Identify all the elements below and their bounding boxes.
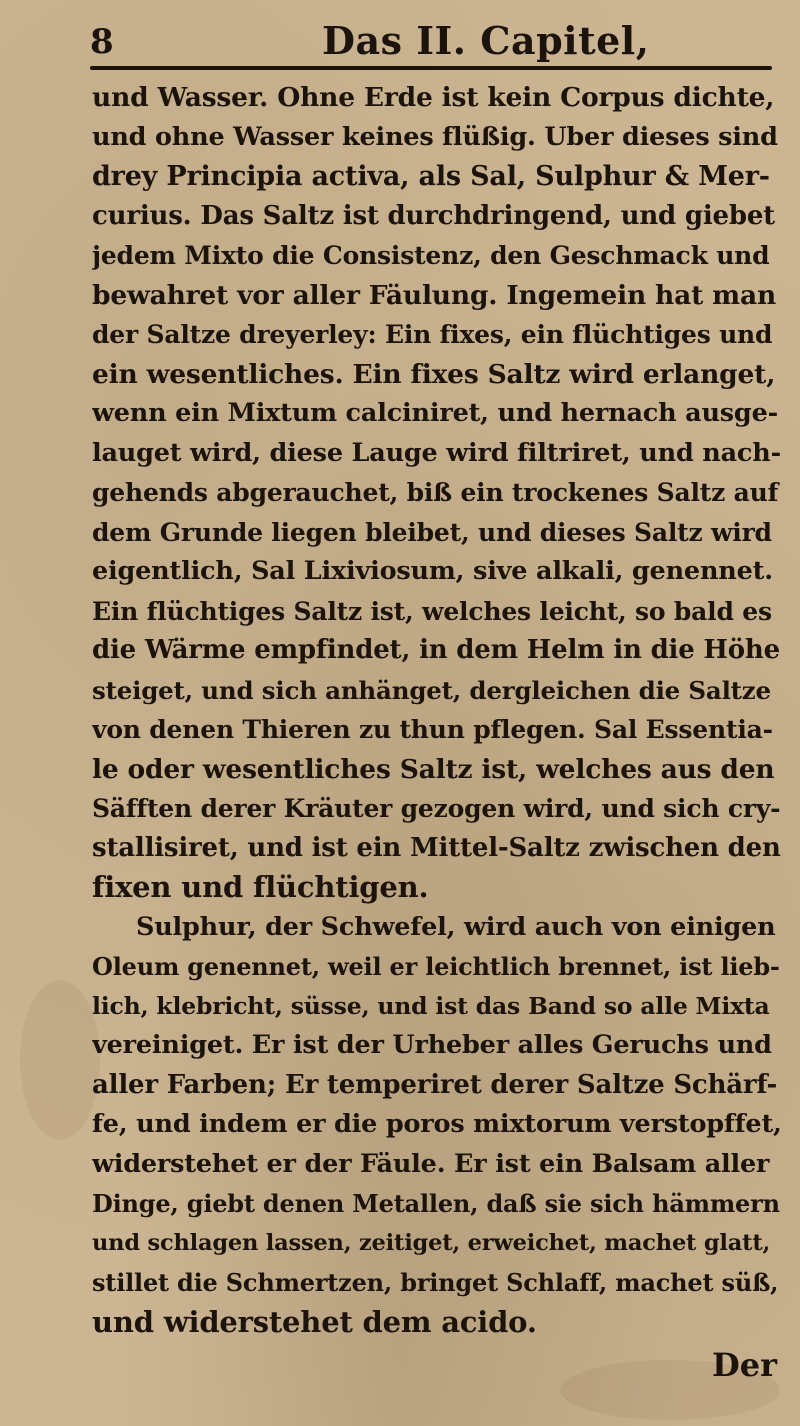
- text-line: drey Principia activa, als Sal, Sulphur & Mer-: [92, 161, 770, 192]
- catchword: Der: [712, 1346, 777, 1384]
- text-line: fe, und indem er die poros mixtorum verstopffet,: [92, 1109, 782, 1139]
- text-line: lich, klebricht, süsse, und ist das Band so alle Mixta: [92, 991, 770, 1020]
- text-line: curius. Das Saltz ist durchdringend, und giebet: [92, 200, 775, 231]
- text-line: gehends abgerauchet, biß ein trockenes Saltz auf: [92, 478, 779, 507]
- running-head: Das II. Capitel,: [322, 18, 650, 63]
- header-rule: [90, 66, 772, 70]
- text-line: die Wärme empfindet, in dem Helm in die Höhe: [92, 635, 780, 665]
- text-line: lauget wird, diese Lauge wird filtriret, und nach-: [92, 437, 781, 468]
- body-text: [92, 78, 782, 1342]
- page-number: 8: [90, 22, 114, 62]
- text-line: Sulphur, der Schwefel, wird auch von einigen: [136, 911, 776, 942]
- text-line: fixen und flüchtigen.: [92, 870, 429, 904]
- page-header: [86, 12, 776, 64]
- paper-stain: [20, 980, 100, 1140]
- text-line: von denen Thieren zu thun pflegen. Sal Essentia-: [92, 715, 773, 744]
- text-line: ein wesentliches. Ein fixes Saltz wird erlanget,: [92, 358, 776, 390]
- text-line: und Wasser. Ohne Erde ist kein Corpus dichte,: [92, 82, 775, 113]
- text-line: le oder wesentliches Saltz ist, welches aus den: [92, 753, 775, 785]
- text-line: und ohne Wasser keines flüßig. Uber dieses sind: [92, 121, 778, 152]
- text-line: Dinge, giebt denen Metallen, daß sie sich hämmern: [92, 1189, 780, 1218]
- text-line: steiget, und sich anhänget, dergleichen die Saltze: [92, 675, 771, 705]
- text-line: Ein flüchtiges Saltz ist, welches leicht, so bald es: [92, 596, 772, 626]
- text-line: Oleum genennet, weil er leichtlich brennet, ist lieb-: [92, 952, 780, 981]
- text-line: aller Farben; Er temperiret derer Saltze Schärf-: [92, 1069, 778, 1100]
- text-line: und widerstehet dem acido.: [92, 1304, 537, 1339]
- text-line: eigentlich, Sal Lixiviosum, sive alkali, genennet.: [92, 556, 773, 586]
- text-line: bewahret vor aller Fäulung. Ingemein hat man: [92, 279, 777, 311]
- text-line: vereiniget. Er ist der Urheber alles Geruchs und: [92, 1030, 772, 1060]
- text-line: widerstehet er der Fäule. Er ist ein Balsam aller: [92, 1148, 770, 1179]
- text-line: stallisiret, und ist ein Mittel-Saltz zwischen den: [92, 832, 781, 863]
- text-line: der Saltze dreyerley: Ein fixes, ein flüchtiges und: [92, 320, 773, 349]
- text-line: jedem Mixto die Consistenz, den Geschmack und: [92, 241, 770, 270]
- text-line: dem Grunde liegen bleibet, und dieses Saltz wird: [92, 517, 772, 547]
- text-line: stillet die Schmertzen, bringet Schlaff, machet süß,: [92, 1268, 779, 1297]
- text-line: und schlagen lassen, zeitiget, erweichet, machet glatt,: [92, 1229, 771, 1256]
- text-line: Säfften derer Kräuter gezogen wird, und sich cry-: [92, 794, 781, 823]
- text-line: wenn ein Mixtum calciniret, und hernach ausge-: [92, 398, 778, 428]
